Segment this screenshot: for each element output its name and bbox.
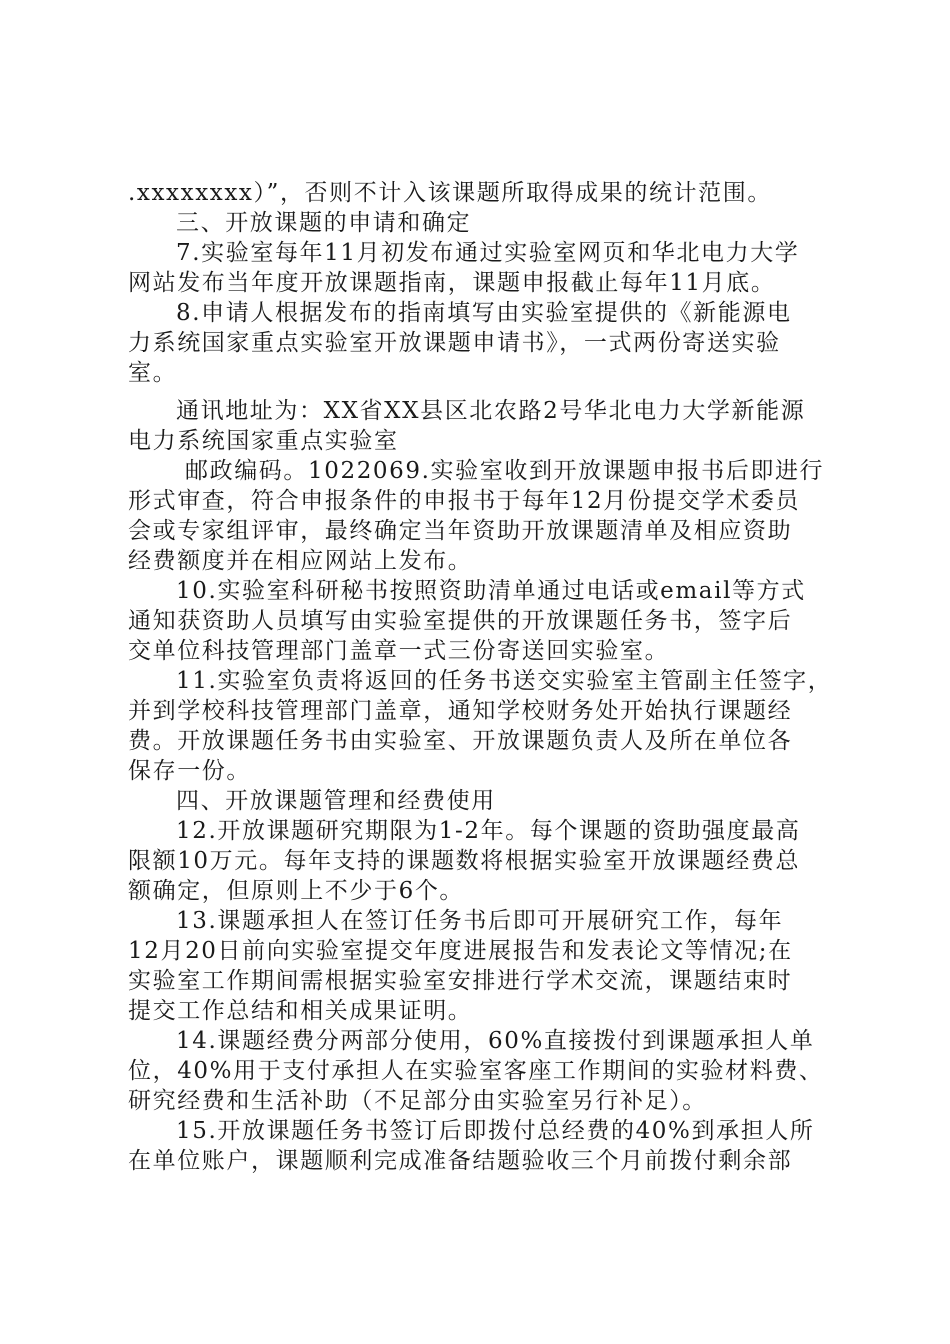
text-line: 会或专家组评审，最终确定当年资助开放课题清单及相应资助: [128, 518, 793, 544]
text-line: 形式审查，符合申报条件的申报书于每年12月份提交学术委员: [128, 488, 801, 514]
text-line: 额确定，但原则上不少于6个。: [128, 878, 465, 904]
text-line: 电力系统国家重点实验室: [128, 428, 399, 454]
text-line: 费。开放课题任务书由实验室、开放课题负责人及所在单位各: [128, 728, 793, 754]
text-line: 并到学校科技管理部门盖章，通知学校财务处开始执行课题经: [128, 698, 793, 724]
text-line: 室。: [128, 360, 178, 386]
text-line: 8.申请人根据发布的指南填写由实验室提供的《新能源电: [176, 300, 792, 326]
text-line: 13.课题承担人在签订任务书后即可开展研究工作，每年: [176, 908, 784, 934]
text-line: 经费额度并在相应网站上发布。: [128, 548, 473, 574]
text-line: 限额10万元。每年支持的课题数将根据实验室开放课题经费总: [128, 848, 801, 874]
text-line: 12.开放课题研究期限为1-2年。每个课题的资助强度最高: [176, 818, 801, 844]
text-line: 邮政编码。1022069.实验室收到开放课题申报书后即进行: [185, 458, 825, 484]
text-line: 位，40%用于支付承担人在实验室客座工作期间的实验材料费、: [128, 1058, 824, 1084]
text-line: 14.课题经费分两部分使用，60%直接拨付到课题承担人单: [176, 1028, 815, 1054]
text-line: 提交工作总结和相关成果证明。: [128, 998, 473, 1024]
text-line: 保存一份。: [128, 758, 251, 784]
text-line: 网站发布当年度开放课题指南，课题申报截止每年11月底。: [128, 270, 776, 296]
text-line: 研究经费和生活补助（不足部分由实验室另行补足）。: [128, 1088, 707, 1114]
text-line: 在单位账户，课题顺利完成准备结题验收三个月前拨付剩余部: [128, 1148, 793, 1174]
text-line: 力系统国家重点实验室开放课题申请书》，一式两份寄送实验: [128, 330, 781, 356]
text-line: 实验室工作期间需根据实验室安排进行学术交流，课题结束时: [128, 968, 793, 994]
text-line: 交单位科技管理部门盖章一式三份寄送回实验室。: [128, 638, 670, 664]
text-line: 7.实验室每年11月初发布通过实验室网页和华北电力大学: [176, 240, 800, 266]
text-line: 15.开放课题任务书签订后即拨付总经费的40%到承担人所: [176, 1118, 815, 1144]
text-line: .xxxxxxxx）”，否则不计入该课题所取得成果的统计范围。: [128, 180, 772, 206]
section-heading: 三、开放课题的申请和确定: [176, 210, 472, 236]
text-line: 通讯地址为：XX省XX县区北农路2号华北电力大学新能源: [176, 398, 806, 424]
text-line: 12月20日前向实验室提交年度进展报告和发表论文等情况;在: [128, 938, 793, 964]
text-line: 通知获资助人员填写由实验室提供的开放课题任务书，签字后: [128, 608, 793, 634]
text-line: 10.实验室科研秘书按照资助清单通过电话或email等方式: [176, 578, 806, 604]
section-heading: 四、开放课题管理和经费使用: [176, 788, 496, 814]
text-line: 11.实验室负责将返回的任务书送交实验室主管副主任签字，: [176, 668, 833, 694]
